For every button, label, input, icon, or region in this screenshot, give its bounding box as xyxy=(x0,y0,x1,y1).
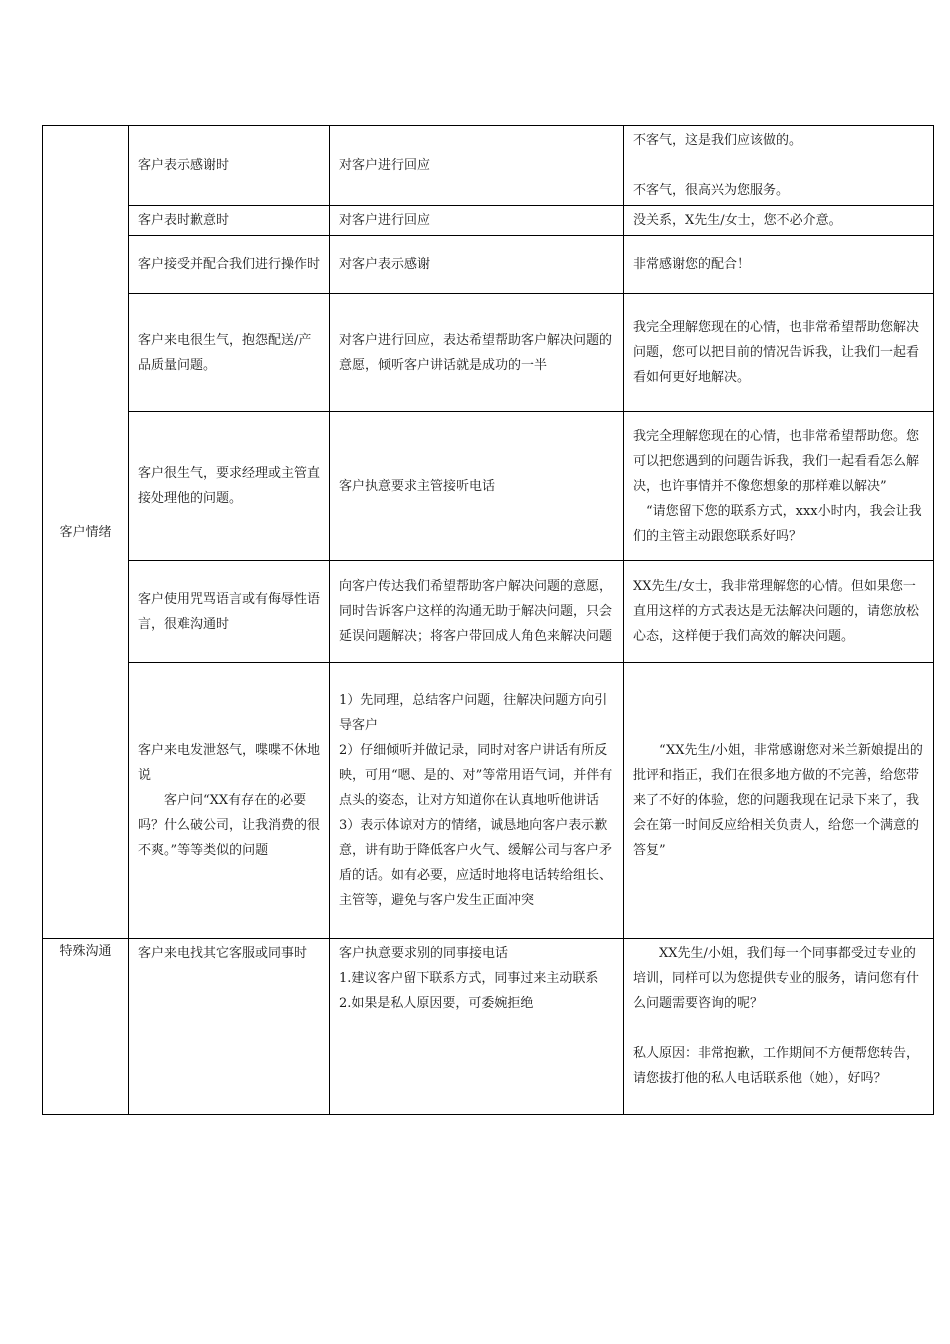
action-cell: 向客户传达我们希望帮助客户解决问题的意愿，同时告诉客户这样的沟通无助于解决问题，只会延误问题解决；将客户带回成人角色来解决问题 xyxy=(330,561,624,663)
script-text: 我完全理解您现在的心情，也非常希望帮助您。您可以把您遇到的问题告诉我，我们一起看看怎么解决，也许事情并不像您想象的那样难以解决” xyxy=(633,428,920,494)
table-row xyxy=(43,126,934,206)
script-cell: 非常感谢您的配合！ xyxy=(624,236,934,294)
table-row xyxy=(43,236,934,294)
action-cell xyxy=(330,939,624,1115)
action-cell: 客户执意要求主管接听电话 xyxy=(330,412,624,561)
table-row xyxy=(43,412,934,561)
situation-cell xyxy=(129,663,330,939)
script-text: 不客气，很高兴为您服务。 xyxy=(633,183,790,198)
table-row xyxy=(43,294,934,412)
situation-text: 客户来电发泄怒气，喋喋不休地说 xyxy=(138,743,321,783)
situation-cell: 客户表时歉意时 xyxy=(129,206,330,236)
script-cell: XX先生/女士，我非常理解您的心情。但如果您一直用这样的方式表达是无法解决问题的，请您放松心态，这样便于我们高效的解决问题。 xyxy=(624,561,934,663)
script-text: XX先生/小姐，我们每一个同事都受过专业的培训，同样可以为您提供专业的服务，请问您有什么问题需要咨询的呢？ xyxy=(633,946,920,1011)
situation-cell: 客户来电很生气，抱怨配送/产品质量问题。 xyxy=(129,294,330,412)
table-row xyxy=(43,206,934,236)
script-cell xyxy=(624,663,934,939)
paragraph-gap xyxy=(633,1016,924,1041)
action-cell: 对客户进行回应，表达希望帮助客户解决问题的意愿，倾听客户讲话就是成功的一半 xyxy=(330,294,624,412)
action-step: 3）表示体谅对方的情绪，诚恳地向客户表示歉意，讲有助于降低客户火气、缓解公司与客户矛盾的话。如有必要，应适时地将电话转给组长、主管等，避免与客户发生正面冲突 xyxy=(339,818,613,908)
situation-cell: 客户来电找其它客服或同事时 xyxy=(129,939,330,1115)
action-cell: 对客户进行回应 xyxy=(330,206,624,236)
script-text: 私人原因：非常抱歉，工作期间不方便帮您转告，请您拔打他的私人电话联系他（她），好吗？ xyxy=(633,1046,920,1086)
script-table xyxy=(42,125,934,1115)
situation-cell: 客户使用咒骂语言或有侮辱性语言，很难沟通时 xyxy=(129,561,330,663)
script-cell: 没关系，X先生/女士，您不必介意。 xyxy=(624,206,934,236)
action-cell: 对客户进行回应 xyxy=(330,126,624,206)
action-cell: 对客户表示感谢 xyxy=(330,236,624,294)
action-cell xyxy=(330,663,624,939)
action-step: 2.如果是私人原因要，可委婉拒绝 xyxy=(339,996,534,1011)
action-step: 2）仔细倾听并做记录，同时对客户讲话有所反映，可用“嗯、是的、对”等常用语气词，并伴有点头的姿态，让对方知道你在认真地听他讲话 xyxy=(339,743,613,808)
script-cell xyxy=(624,126,934,206)
script-text: “请您留下您的联系方式，xxx小时内，我会让我们的主管主动跟您联系好吗？ xyxy=(633,503,922,544)
table-row xyxy=(43,663,934,939)
action-step: 1）先同理，总结客户问题，往解决问题方向引导客户 xyxy=(339,693,608,733)
script-cell xyxy=(624,939,934,1115)
table-row xyxy=(43,561,934,663)
situation-cell: 客户很生气，要求经理或主管直接处理他的问题。 xyxy=(129,412,330,561)
paragraph-gap xyxy=(633,153,924,178)
action-step: 客户执意要求别的同事接电话 xyxy=(339,946,509,961)
script-cell xyxy=(624,412,934,561)
script-text: “XX先生/小姐，非常感谢您对米兰新娘提出的批评和指正，我们在很多地方做的不完善，给您带来了不好的体验，您的问题我现在记录下来了，我会在第一时间反应给相关负责人，给您一个满意的答复” xyxy=(633,743,923,858)
script-text: 不客气，这是我们应该做的。 xyxy=(633,133,803,148)
situation-cell: 客户表示感谢时 xyxy=(129,126,330,206)
script-cell: 我完全理解您现在的心情，也非常希望帮助您解决问题，您可以把目前的情况告诉我，让我们一起看看如何更好地解决。 xyxy=(624,294,934,412)
table-row xyxy=(43,939,934,1115)
situation-text: 客户问“XX有存在的必要吗？什么破公司，让我消费的很不爽。”等等类似的问题 xyxy=(138,793,321,858)
category-cell-emotion: 客户情绪 xyxy=(43,126,129,939)
action-step: 1.建议客户留下联系方式，同事过来主动联系 xyxy=(339,971,599,986)
situation-cell: 客户接受并配合我们进行操作时 xyxy=(129,236,330,294)
category-cell-special: 特殊沟通 xyxy=(43,939,129,1115)
